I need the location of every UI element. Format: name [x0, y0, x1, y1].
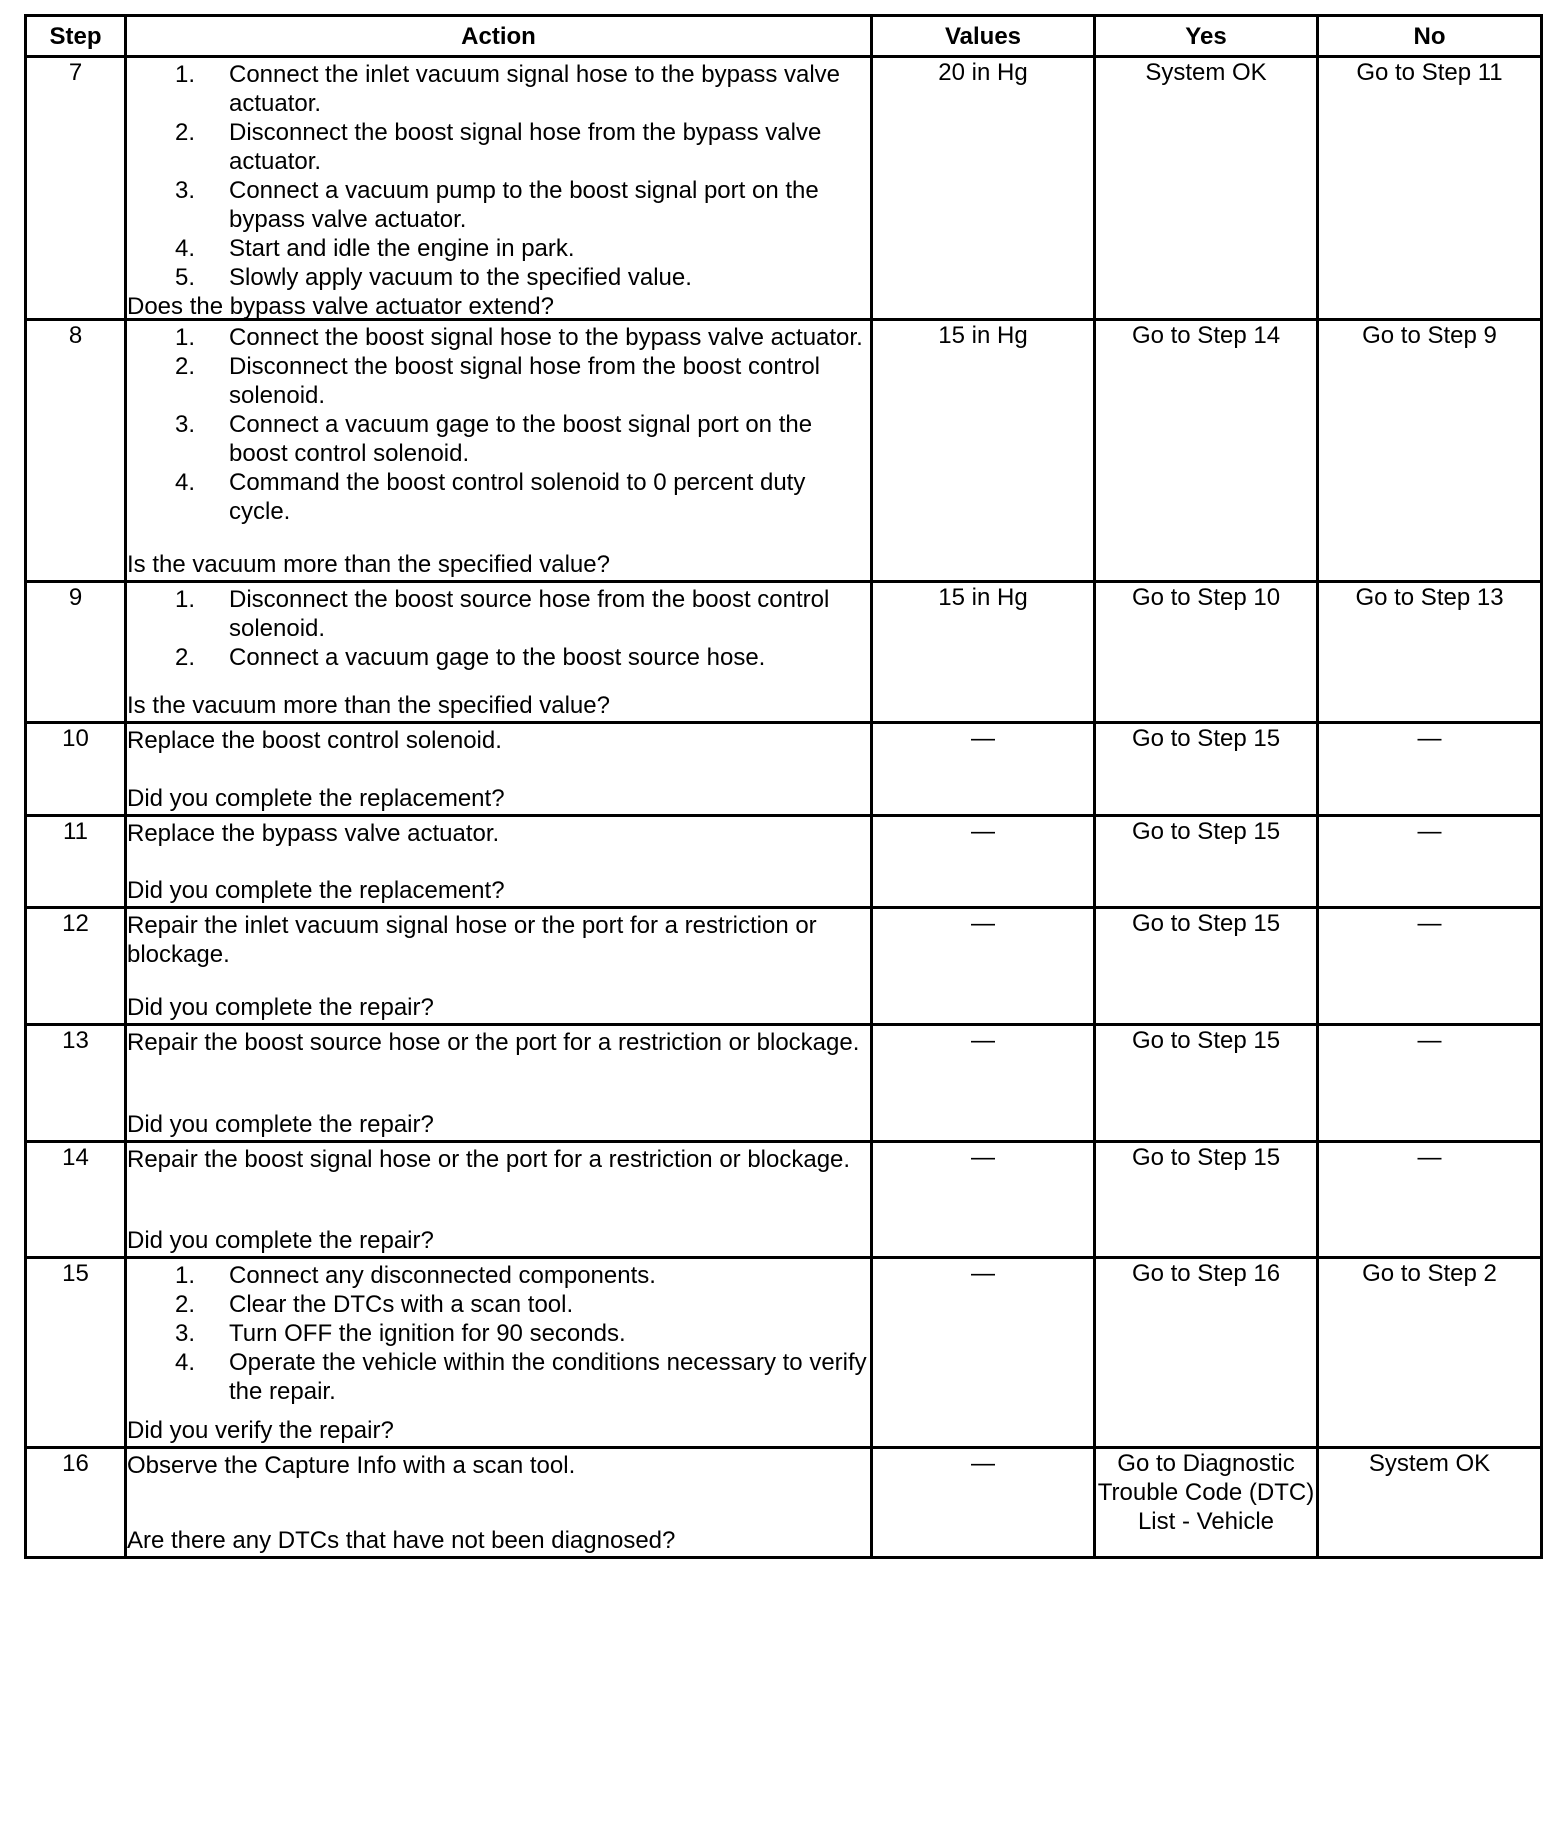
procedure-step-text: Slowly apply vacuum to the specified value.	[229, 264, 692, 291]
step-number: 11	[26, 816, 126, 908]
step-number: 7	[26, 57, 126, 320]
procedure-step	[127, 1290, 870, 1319]
table-row	[26, 320, 1542, 582]
procedure-step-number: 1.	[175, 1262, 196, 1289]
procedure-step-number: 2.	[175, 353, 196, 380]
procedure-list	[127, 323, 870, 526]
procedure-step-number: 3.	[175, 177, 196, 204]
value-cell: 20 in Hg	[872, 57, 1095, 320]
table-row	[26, 1025, 1542, 1142]
action-question: Are there any DTCs that have not been diagnosed?	[127, 1527, 676, 1554]
yes-result: Go to Step 15	[1095, 723, 1318, 816]
no-result: —	[1318, 1142, 1542, 1258]
procedure-step-text: Connect a vacuum pump to the boost signal port on the bypass valve actuator.	[229, 177, 819, 233]
no-result: Go to Step 13	[1318, 582, 1542, 723]
action-cell	[126, 582, 872, 723]
yes-result: Go to Diagnostic Trouble Code (DTC) List - Vehicle	[1095, 1448, 1318, 1558]
procedure-step-number: 2.	[175, 644, 196, 671]
procedure-step-number: 1.	[175, 324, 196, 351]
no-result: —	[1318, 908, 1542, 1025]
procedure-step-text: Start and idle the engine in park.	[229, 235, 575, 262]
procedure-step	[127, 1319, 870, 1348]
action-instruction: Replace the bypass valve actuator.	[127, 820, 500, 847]
header-step: Step	[26, 16, 126, 57]
table-row	[26, 723, 1542, 816]
procedure-step-text: Disconnect the boost signal hose from the boost control solenoid.	[229, 353, 820, 409]
no-result: —	[1318, 816, 1542, 908]
action-instruction: Replace the boost control solenoid.	[127, 727, 502, 754]
yes-result: Go to Step 15	[1095, 908, 1318, 1025]
header-values: Values	[872, 16, 1095, 57]
action-instruction: Repair the boost signal hose or the port for a restriction or blockage.	[127, 1146, 851, 1173]
procedure-step	[127, 176, 870, 234]
action-question: Did you complete the repair?	[127, 1227, 434, 1254]
procedure-step-number: 4.	[175, 469, 196, 496]
action-cell	[126, 816, 872, 908]
action-cell	[126, 908, 872, 1025]
procedure-step-text: Connect the inlet vacuum signal hose to the bypass valve actuator.	[229, 61, 841, 117]
procedure-step	[127, 410, 870, 468]
action-cell	[126, 57, 872, 320]
value-cell: —	[872, 1142, 1095, 1258]
procedure-list	[127, 1261, 870, 1406]
procedure-step-number: 3.	[175, 1320, 196, 1347]
procedure-step	[127, 60, 870, 118]
yes-result: Go to Step 15	[1095, 1025, 1318, 1142]
header-row	[26, 16, 1542, 57]
no-result: —	[1318, 1025, 1542, 1142]
procedure-step	[127, 1348, 870, 1406]
procedure-step-text: Connect any disconnected components.	[229, 1262, 656, 1289]
action-question: Is the vacuum more than the specified value?	[127, 692, 610, 719]
table-row	[26, 908, 1542, 1025]
procedure-step-text: Operate the vehicle within the conditions necessary to verify the repair.	[229, 1349, 867, 1405]
no-result: —	[1318, 723, 1542, 816]
no-result: Go to Step 2	[1318, 1258, 1542, 1448]
header-no: No	[1318, 16, 1542, 57]
procedure-step	[127, 118, 870, 176]
procedure-step-text: Connect the boost signal hose to the bypass valve actuator.	[229, 324, 863, 351]
procedure-step-text: Connect a vacuum gage to the boost signal port on the boost control solenoid.	[229, 411, 813, 467]
value-cell: —	[872, 1258, 1095, 1448]
action-cell	[126, 1448, 872, 1558]
table-row	[26, 582, 1542, 723]
action-cell	[126, 320, 872, 582]
procedure-step-number: 3.	[175, 411, 196, 438]
procedure-step-text: Connect a vacuum gage to the boost source hose.	[229, 644, 766, 671]
procedure-step	[127, 468, 870, 526]
procedure-step-number: 5.	[175, 264, 196, 291]
step-number: 9	[26, 582, 126, 723]
procedure-step-number: 4.	[175, 235, 196, 262]
step-number: 13	[26, 1025, 126, 1142]
action-question: Did you complete the replacement?	[127, 877, 505, 904]
action-cell	[126, 1142, 872, 1258]
diagnostic-table	[24, 14, 1543, 1559]
action-question: Did you complete the replacement?	[127, 785, 505, 812]
yes-result: Go to Step 14	[1095, 320, 1318, 582]
procedure-step	[127, 643, 870, 672]
step-number: 16	[26, 1448, 126, 1558]
procedure-step-number: 1.	[175, 61, 196, 88]
step-number: 12	[26, 908, 126, 1025]
value-cell: —	[872, 1448, 1095, 1558]
procedure-step-text: Disconnect the boost signal hose from the bypass valve actuator.	[229, 119, 822, 175]
yes-result: Go to Step 16	[1095, 1258, 1318, 1448]
value-cell: —	[872, 908, 1095, 1025]
procedure-step-text: Command the boost control solenoid to 0 percent duty cycle.	[229, 469, 806, 525]
value-cell: —	[872, 816, 1095, 908]
procedure-step-text: Clear the DTCs with a scan tool.	[229, 1291, 574, 1318]
procedure-step	[127, 234, 870, 263]
procedure-step-number: 2.	[175, 119, 196, 146]
procedure-step-text: Disconnect the boost source hose from the boost control solenoid.	[229, 586, 830, 642]
action-cell	[126, 1025, 872, 1142]
action-question: Does the bypass valve actuator extend?	[127, 293, 554, 320]
value-cell: —	[872, 1025, 1095, 1142]
action-instruction: Repair the inlet vacuum signal hose or the port for a restriction or blockage.	[127, 912, 817, 968]
value-cell: 15 in Hg	[872, 320, 1095, 582]
no-result: Go to Step 11	[1318, 57, 1542, 320]
procedure-step-number: 4.	[175, 1349, 196, 1376]
no-result: Go to Step 9	[1318, 320, 1542, 582]
action-question: Is the vacuum more than the specified value?	[127, 551, 610, 578]
procedure-step-text: Turn OFF the ignition for 90 seconds.	[229, 1320, 626, 1347]
procedure-step	[127, 323, 870, 352]
yes-result: Go to Step 10	[1095, 582, 1318, 723]
action-question: Did you verify the repair?	[127, 1417, 394, 1444]
action-question: Did you complete the repair?	[127, 994, 434, 1021]
procedure-step	[127, 263, 870, 292]
table-row	[26, 1258, 1542, 1448]
action-cell	[126, 1258, 872, 1448]
header-action: Action	[126, 16, 872, 57]
procedure-step	[127, 1261, 870, 1290]
step-number: 10	[26, 723, 126, 816]
yes-result: System OK	[1095, 57, 1318, 320]
no-result: System OK	[1318, 1448, 1542, 1558]
step-number: 14	[26, 1142, 126, 1258]
action-cell	[126, 723, 872, 816]
table-row	[26, 1142, 1542, 1258]
procedure-step	[127, 352, 870, 410]
value-cell: 15 in Hg	[872, 582, 1095, 723]
procedure-step-number: 1.	[175, 586, 196, 613]
action-instruction: Observe the Capture Info with a scan tool.	[127, 1452, 576, 1479]
table-row	[26, 816, 1542, 908]
procedure-list	[127, 60, 870, 292]
step-number: 15	[26, 1258, 126, 1448]
header-yes: Yes	[1095, 16, 1318, 57]
action-question: Did you complete the repair?	[127, 1111, 434, 1138]
table-body	[26, 57, 1542, 1558]
procedure-list	[127, 585, 870, 672]
value-cell: —	[872, 723, 1095, 816]
procedure-step	[127, 585, 870, 643]
procedure-step-number: 2.	[175, 1291, 196, 1318]
yes-result: Go to Step 15	[1095, 816, 1318, 908]
yes-result: Go to Step 15	[1095, 1142, 1318, 1258]
step-number: 8	[26, 320, 126, 582]
action-instruction: Repair the boost source hose or the port for a restriction or blockage.	[127, 1029, 860, 1056]
table-row	[26, 1448, 1542, 1558]
table-row	[26, 57, 1542, 320]
